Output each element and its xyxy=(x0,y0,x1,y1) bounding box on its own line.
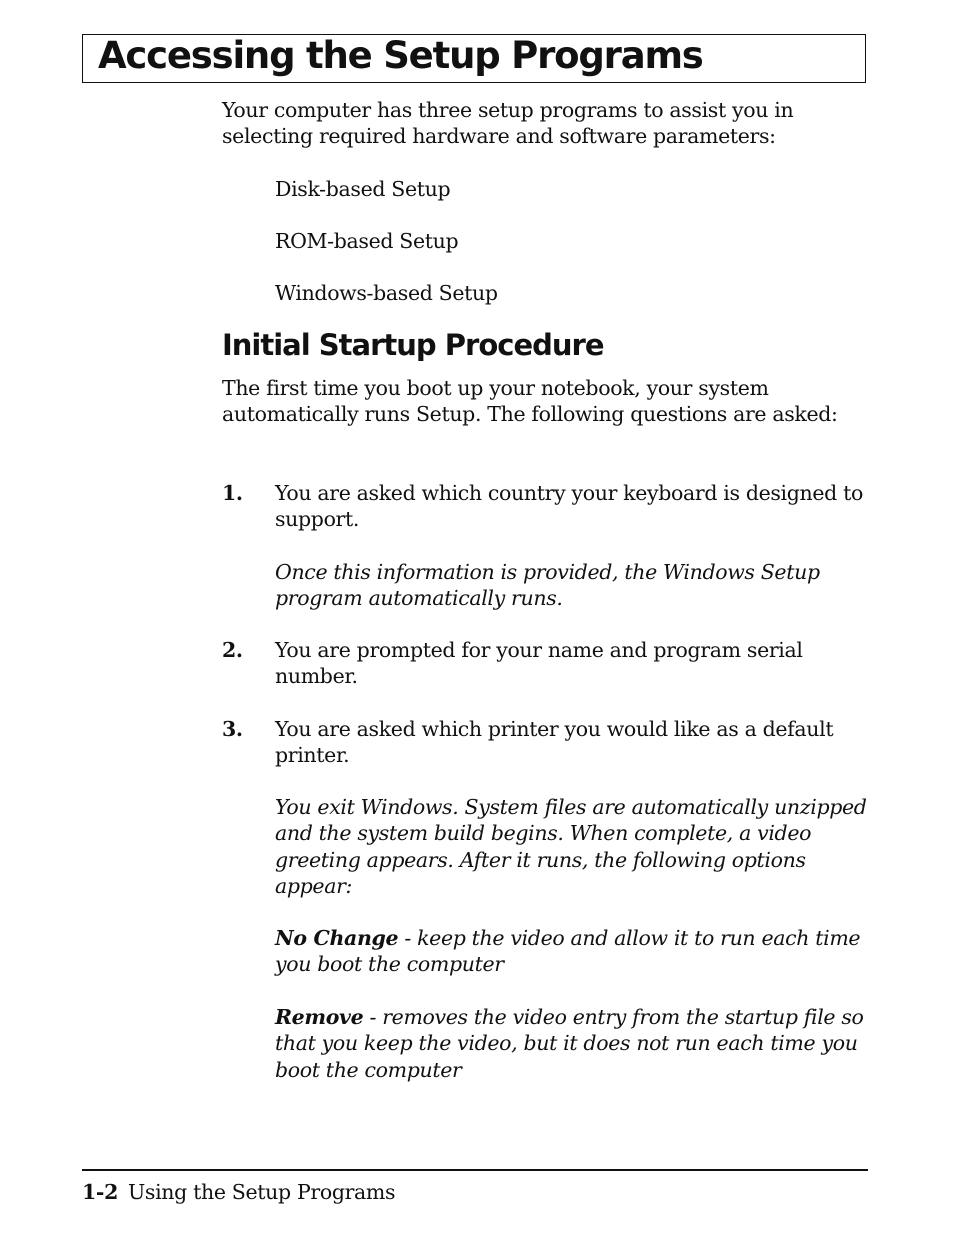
option-description: - keep the video and allow it to run each time you boot the computer xyxy=(275,926,861,977)
page-title-box xyxy=(82,34,866,83)
option-description: - removes the video entry from the startup file so that you keep the video, but it does not run each time you boot the computer xyxy=(275,1005,864,1082)
page-title: Accessing the Setup Programs xyxy=(98,34,703,77)
option-label: Remove xyxy=(275,1005,364,1029)
step-number: 1. xyxy=(222,481,243,505)
option-label: No Change xyxy=(275,926,399,950)
chapter-title: Using the Setup Programs xyxy=(128,1180,396,1204)
step-text: You are prompted for your name and program serial number. xyxy=(275,638,803,689)
step-note: Once this information is provided, the Windows Setup program automatically runs. xyxy=(275,560,820,611)
page-number: 1-2 xyxy=(82,1180,118,1204)
section-intro: The first time you boot up your notebook, your system automatically runs Setup. The following questions are asked: xyxy=(222,376,838,427)
setup-program-item: Disk-based Setup xyxy=(275,177,451,201)
step-text: You are asked which country your keyboard is designed to support. xyxy=(275,481,863,532)
option-no-change xyxy=(275,925,885,978)
setup-program-item: ROM-based Setup xyxy=(275,229,459,253)
setup-program-item: Windows-based Setup xyxy=(275,281,498,305)
intro-paragraph: Your computer has three setup programs to assist you in selecting required hardware and software parameters: xyxy=(222,98,794,149)
step-number: 2. xyxy=(222,638,243,662)
footer-rule xyxy=(82,1169,868,1171)
section-heading: Initial Startup Procedure xyxy=(222,328,604,362)
step-text: You are asked which printer you would like as a default printer. xyxy=(275,717,834,768)
step-number: 3. xyxy=(222,717,243,741)
page-footer xyxy=(82,1180,395,1204)
option-remove xyxy=(275,1004,885,1083)
step-note: You exit Windows. System files are automatically unzipped and the system build begins. When complete, a video greeting appears. After it runs, the following options appear: xyxy=(275,795,867,898)
